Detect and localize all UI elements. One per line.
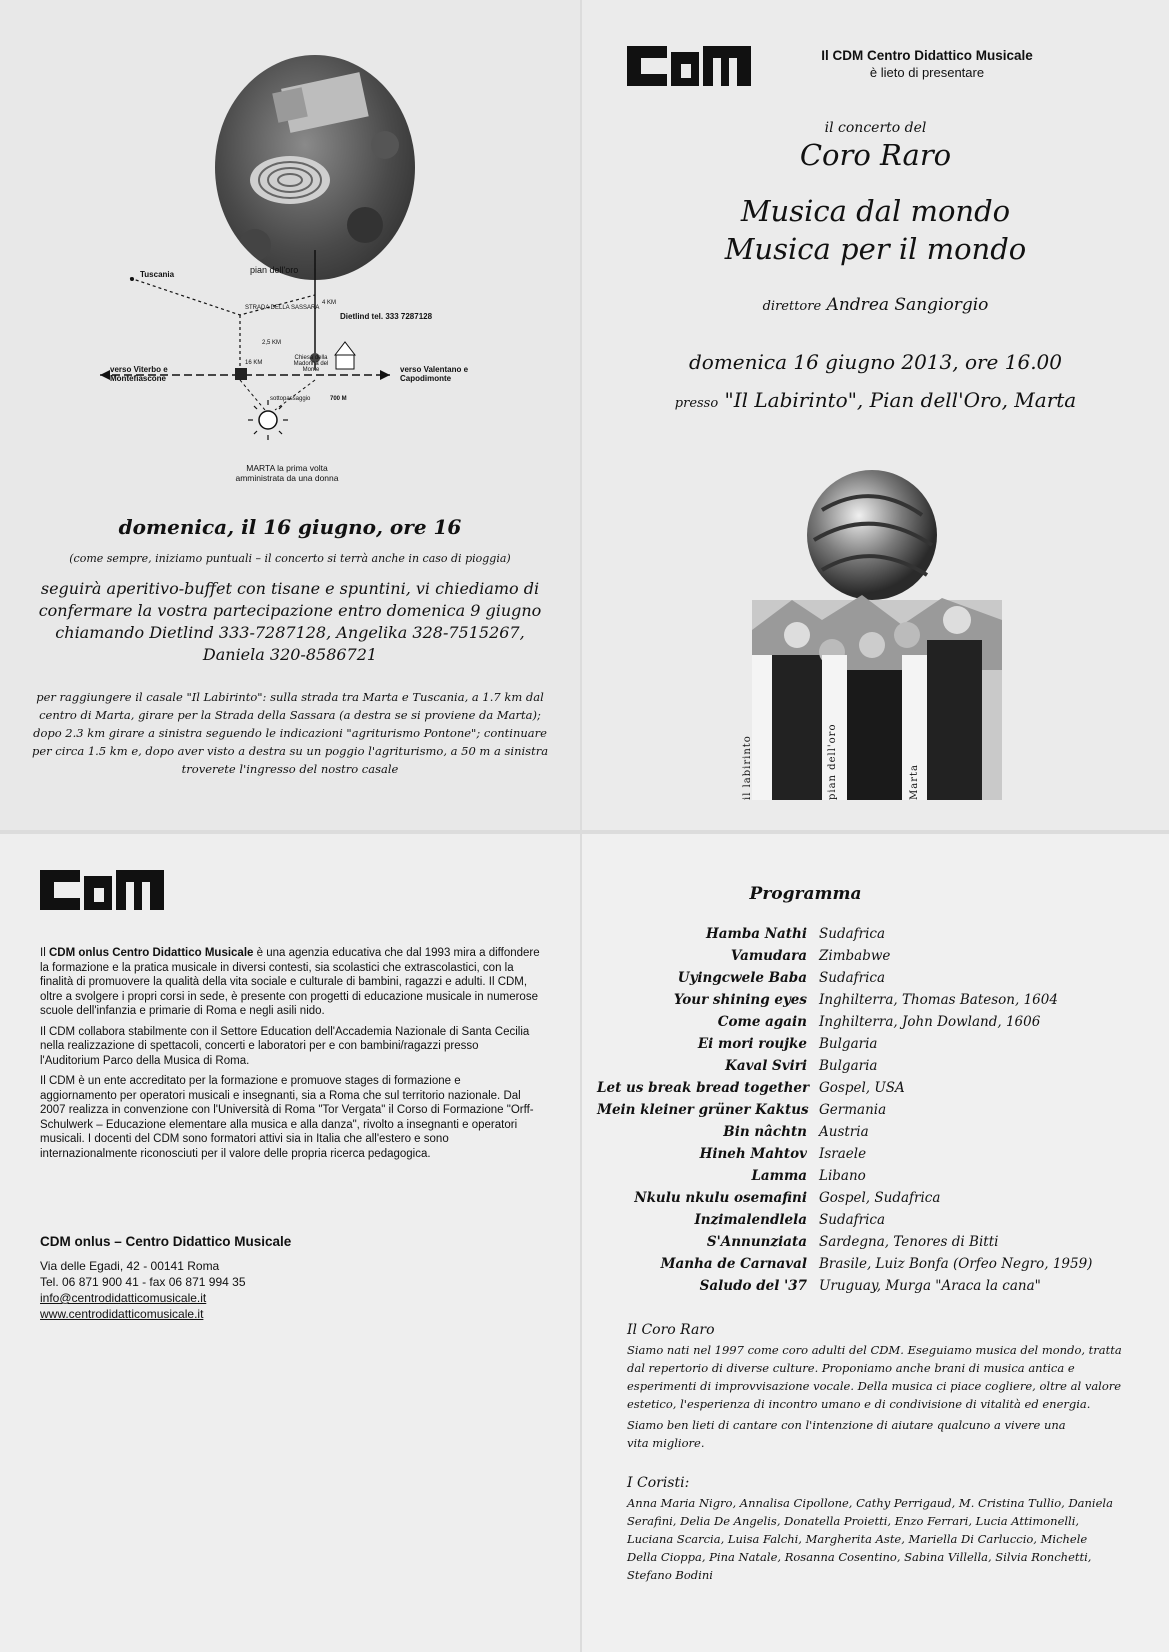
concert-date: domenica 16 giugno 2013, ore 16.00: [688, 350, 1063, 374]
program-row: [597, 1058, 1157, 1080]
map-label-sottopassaggio: sottopassaggio: [270, 396, 311, 402]
program-origin: Gospel, USA: [819, 1080, 905, 1096]
map-label-chiesa: Chiesa della Madonna del Monte: [293, 355, 329, 373]
cdm-para2: Il CDM collabora stabilmente con il Settore Education dell'Accademia Nazionale di Santa Cecilia nella realizzazione di spettacoli, concerti e laboratori per e con bambini/ragazzi presso l'Auditorium Parco della Musica di Roma.: [40, 1025, 530, 1067]
event-date: domenica, il 16 giugno, ore 16: [118, 515, 462, 539]
directions-text: per raggiungere il casale "Il Labirinto": sulla strada tra Marta e Tuscania, a 1.7 km dal centro di Marta, girare per la Strada della Sassara (a destra se si proviene da Marta); dopo 2.3 km girare a sinistra seguendo le indicazioni "agriturismo Pontone"; continuare per circa 1.5 km e, dopo aver visto a destra su un poggio l'agriturismo, a 50 m a sinistra troverete l'ingresso del nostro casale: [31, 690, 549, 776]
program-row: [597, 1168, 1157, 1190]
map-label-strada: STRADA DELLA SASSARA: [245, 305, 320, 311]
title-line2: Musica per il mondo: [724, 232, 1027, 266]
program-origin: Germania: [819, 1102, 887, 1118]
para1-rest: è una agenzia educativa che dal 1993 mira a diffondere la formazione e la pratica musicale in diversi contesti, sia scolastici che extrascolastici, con la finalità di promuovere la qualità della vita sociale e culturale di bambini, ragazzi e adulti. Il CDM, oltre a svolgere i propri corsi in sede, è presente con progetti di educazione musicale in numerose scuole dell'infanzia e primarie di Roma e negli asili nido.: [40, 947, 540, 1017]
program-origin: Brasile, Luiz Bonfa (Orfeo Negro, 1959): [819, 1256, 1093, 1272]
program-origin: Gospel, Sudafrica: [819, 1190, 941, 1206]
program-title: Let us break bread together: [597, 1080, 810, 1096]
choir-name: Coro Raro: [799, 138, 952, 172]
map-label-marta: MARTA la prima volta amministrata da una donna: [235, 463, 339, 483]
program-title: Bin nâchtn: [723, 1124, 807, 1140]
para1-bold: CDM onlus Centro Didattico Musicale: [48, 947, 254, 959]
contacts: [40, 1258, 246, 1322]
event-note: (come sempre, iniziamo puntuali – il concerto si terrà anche in caso di pioggia): [69, 552, 511, 565]
program-panel: [582, 834, 1169, 1652]
program-title: Kaval Sviri: [725, 1058, 807, 1074]
coristi-text: Anna Maria Nigro, Annalisa Cipollone, Cathy Perrigaud, M. Cristina Tullio, Daniela Serafini, Delia De Angelis, Donatella Proietti, Enzo Ferrari, Lucia Attimonelli, Luciana Scarcia, Luisa Falchi, Margherita Aste, Mariella Di Carluccio, Michele Della Cioppa, Pina Natale, Rosanna Cosentino, Sabina Villella, Silvia Ronchetti, Stefano Bodini: [627, 1496, 1113, 1582]
program-title: Mein kleiner grüner Kaktus: [597, 1102, 809, 1118]
program-origin: Zimbabwe: [819, 948, 891, 964]
program-title: S'Annunziata: [706, 1234, 807, 1250]
program-title: Nkulu nkulu osemafini: [634, 1190, 807, 1206]
program-row: [597, 926, 1157, 948]
program-title: Your shining eyes: [673, 992, 807, 1008]
concert-of: il concerto del: [824, 120, 927, 136]
map-label-tuscania: Tuscania: [140, 270, 175, 279]
program-origin: Libano: [819, 1168, 866, 1184]
address: Via delle Egadi, 42 - 00141 Roma: [40, 1259, 220, 1273]
venue-prefix: presso: [674, 396, 719, 411]
art-label-marta: Marta: [909, 764, 920, 800]
program-title: Hamba Nathi: [706, 926, 807, 942]
header-line2: è lieto di presentare: [869, 65, 985, 80]
map-label-25km: 2,5 KM: [262, 340, 282, 346]
phone: Tel. 06 871 900 41 - fax 06 871 994 35: [40, 1275, 246, 1289]
coristi-heading: I Coristi:: [627, 1475, 690, 1491]
program-origin: Uruguay, Murga "Araca la cana": [819, 1278, 1041, 1294]
art-label-pian-oro: pian dell'oro: [827, 723, 838, 800]
invitation-panel: [0, 0, 580, 830]
program-origin: Sudafrica: [819, 926, 886, 942]
cdm-description: [40, 946, 540, 1167]
title-line1: Musica dal mondo: [740, 194, 1011, 228]
program-list: [597, 926, 1157, 1300]
director-label: direttore: [762, 299, 822, 314]
program-title: Uyingcwele Baba: [677, 970, 807, 986]
concert-venue: [582, 388, 1169, 412]
map-label-viterbo: verso Viterbo e Montefiascone: [110, 365, 168, 383]
program-title: Manha de Carnaval: [660, 1256, 807, 1272]
program-title: Inzimalendlela: [694, 1212, 807, 1228]
cdm-para1: [40, 946, 540, 1019]
program-row: [597, 1256, 1157, 1278]
website-link[interactable]: www.centrodidatticomusicale.it: [40, 1307, 204, 1321]
program-origin: Sudafrica: [819, 970, 886, 986]
map-label-pian-oro: pian dell'oro: [250, 265, 299, 275]
program-title: Vamudara: [730, 948, 807, 964]
program-row: [597, 948, 1157, 970]
program-row: [597, 1234, 1157, 1256]
program-row: [597, 1102, 1157, 1124]
buffet-info: seguirà aperitivo-buffet con tisane e spuntini, vi chiediamo di confermare la vostra partecipazione entro domenica 9 giugno chiamando Dietlind 333-7287128, Angelika 328-7515267, Daniela 320-8586721: [38, 579, 542, 664]
program-origin: Bulgaria: [819, 1058, 878, 1074]
program-origin: Inghilterra, John Dowland, 1606: [819, 1014, 1041, 1030]
program-row: [597, 992, 1157, 1014]
program-title: Ei mori roujke: [697, 1036, 807, 1052]
director: [582, 295, 1169, 315]
coro-heading: Il Coro Raro: [627, 1322, 715, 1338]
map-label-valentano: verso Valentano e Capodimonte: [400, 365, 469, 383]
cdm-logo-2: [40, 866, 164, 914]
program-row: [597, 970, 1157, 992]
program-origin: Austria: [819, 1124, 869, 1140]
director-name: Andrea Sangiorgio: [826, 295, 989, 315]
cdm-logo: [627, 42, 751, 90]
program-title: Saludo del '37: [699, 1278, 807, 1294]
programma-title: Programma: [749, 884, 862, 904]
program-row: [597, 1124, 1157, 1146]
venue-name: "Il Labirinto", Pian dell'Oro, Marta: [724, 388, 1077, 412]
program-origin: Inghilterra, Thomas Bateson, 1604: [819, 992, 1058, 1008]
program-row: [597, 1014, 1157, 1036]
aerial-photo: [215, 55, 415, 280]
cdm-para3: Il CDM è un ente accreditato per la formazione e promuove stages di formazione e aggiornamento per operatori musicali e insegnanti, sia a Roma che sul territorio nazionale. Dal 2007 realizza in convenzione con l'Università di Roma "Tor Vergata" il Corso di Formazione "Orff-Schulwerk – Educazione elementare alla musica e alla danza", rivolto a insegnanti e operatori musicali. I docenti del CDM sono formatori attivi sia in Italia che all'estero e sono internazionalmente riconosciuti per il valore delle propria ricerca pedagogica.: [40, 1075, 534, 1160]
map-label-phone: Dietlind tel. 333 7287128: [340, 312, 433, 321]
program-row: [597, 1146, 1157, 1168]
program-row: [597, 1036, 1157, 1058]
cdm-info-panel: [0, 834, 580, 1652]
program-row: [597, 1278, 1157, 1300]
program-origin: Sudafrica: [819, 1212, 886, 1228]
email-link[interactable]: info@centrodidatticomusicale.it: [40, 1291, 207, 1305]
program-row: [597, 1190, 1157, 1212]
org-name: CDM onlus – Centro Didattico Musicale: [40, 1234, 292, 1249]
program-origin: Israele: [819, 1146, 867, 1162]
cover-panel: [582, 0, 1169, 830]
art-label-labirinto: il labirinto: [742, 735, 753, 800]
program-title: Lamma: [751, 1168, 807, 1184]
coro-text2: Siamo ben lieti di cantare con l'intenzione di aiutare qualcuno a vivere una vita migliore.: [627, 1418, 1066, 1450]
program-title: Hineh Mahtov: [699, 1146, 807, 1162]
artwork-image: [752, 470, 1002, 800]
program-row: [597, 1212, 1157, 1234]
program-origin: Sardegna, Tenores di Bitti: [819, 1234, 999, 1250]
map-label-700m: 700 M: [330, 396, 347, 402]
program-origin: Bulgaria: [819, 1036, 878, 1052]
map-label-4km: 4 KM: [322, 300, 337, 306]
program-title: Come again: [717, 1014, 807, 1030]
coro-text1: Siamo nati nel 1997 come coro adulti del CDM. Eseguiamo musica del mondo, tratta dal repertorio di diverse culture. Proponiamo anche brani di musica antica e esperimenti di improvvisazione vocale. Della musica ci piace cogliere, oltre al valore estetico, l'esperienza di incontro umano e di condivisione di vitalità ed energia.: [627, 1343, 1122, 1411]
map-label-16km: 16 KM: [245, 360, 263, 366]
para1-prefix: Il: [40, 947, 49, 959]
header-line1: Il CDM Centro Didattico Musicale: [821, 48, 1033, 63]
program-row: [597, 1080, 1157, 1102]
